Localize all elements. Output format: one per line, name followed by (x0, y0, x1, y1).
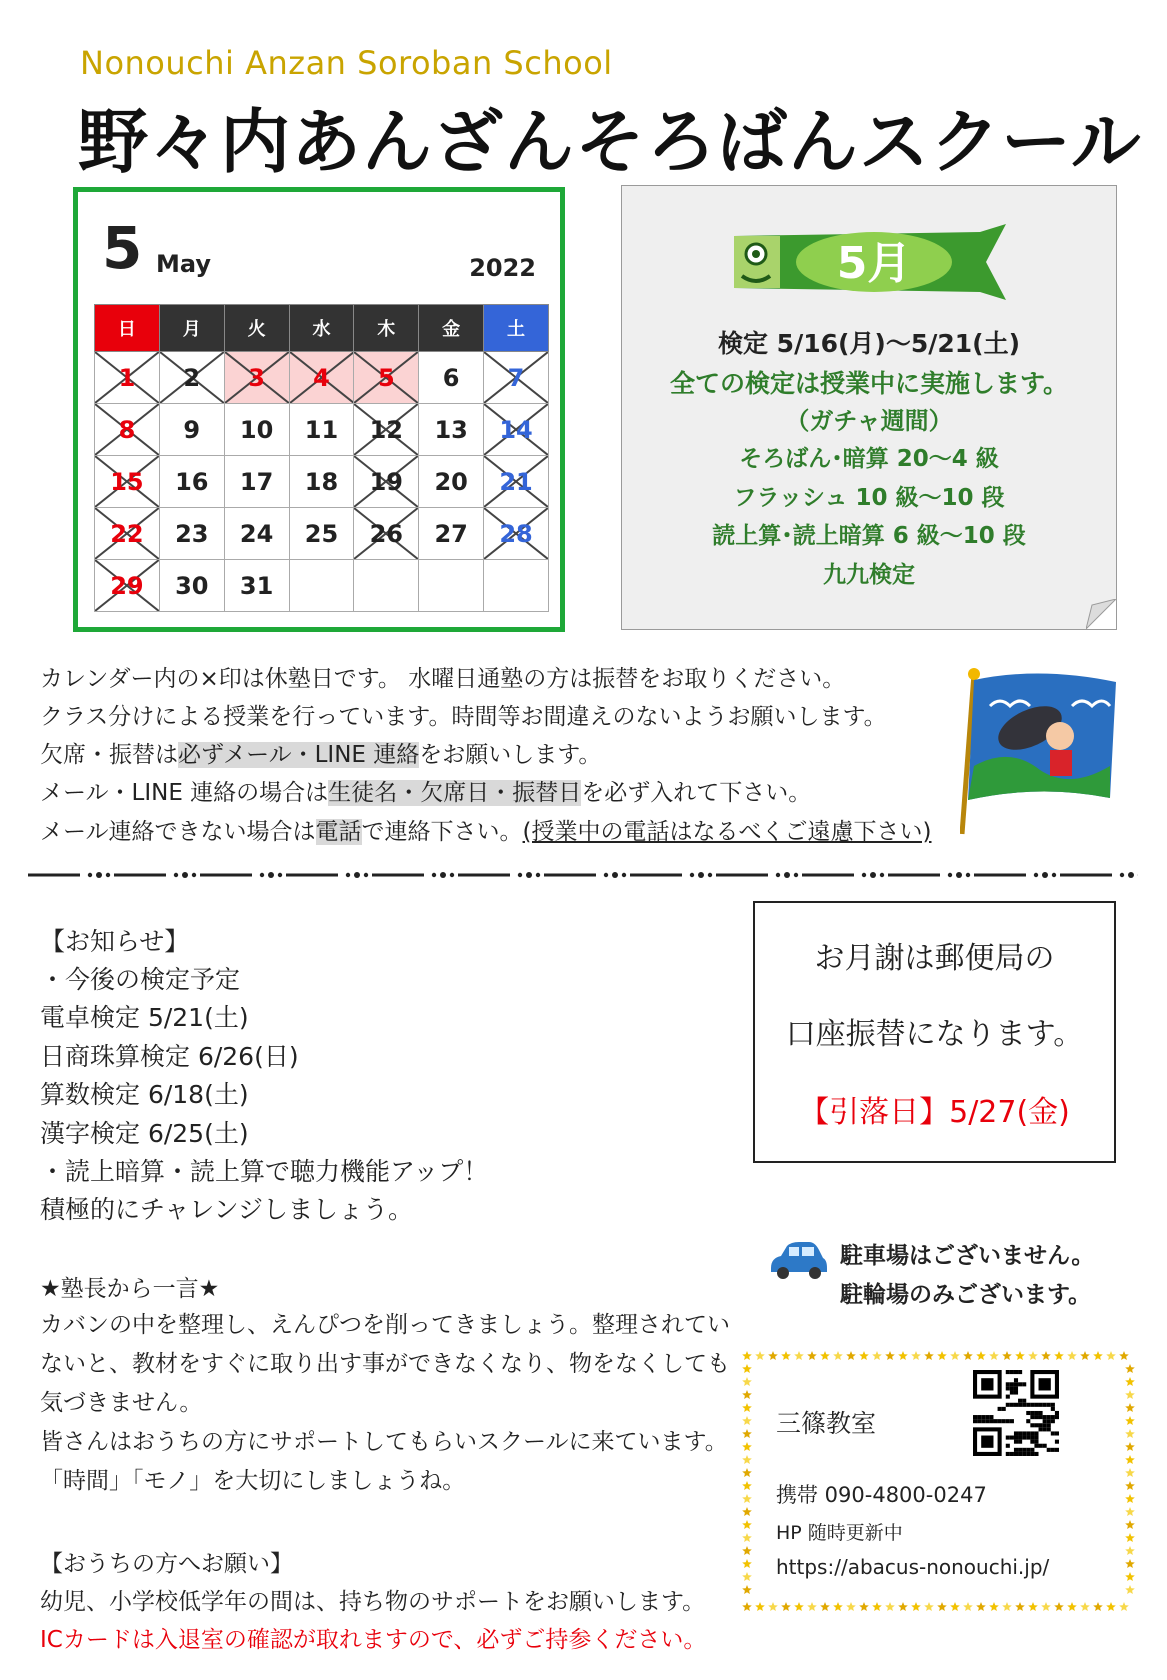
decorative-divider (28, 868, 1138, 882)
exam-schedule-item: 算数検定 6/18(土) (40, 1080, 249, 1109)
calendar-day-number: 30 (175, 571, 209, 600)
calendar-day-number: 18 (304, 467, 339, 496)
divider-dot (1120, 873, 1124, 877)
info-highlight: 電話 (315, 819, 362, 845)
calendar-day-number: 27 (434, 519, 468, 548)
info-highlight: 生徒名・欠席日・振替日 (328, 780, 582, 806)
calendar-day-number: 21 (499, 467, 533, 496)
parking-info: 駐車場はございません。 (840, 1243, 1095, 1269)
notices-line: 積極的にチャレンジしましょう。 (40, 1195, 414, 1224)
divider-dot (622, 873, 626, 877)
calendar-day-number: 15 (110, 467, 144, 496)
exam-schedule-item: 漢字検定 6/25(土) (40, 1119, 249, 1148)
divider-dot (364, 873, 368, 877)
divider-dot (182, 872, 188, 878)
divider-dot (268, 872, 274, 878)
calendar-day-number: 12 (369, 415, 403, 444)
divider-dot (880, 873, 884, 877)
ic-card-notice: ICカードは入退室の確認が取れますので、必ずご持参ください。 (40, 1627, 707, 1653)
calendar-day-number: 1 (118, 363, 136, 392)
calendar-day-cell (484, 456, 549, 508)
weekday-tue: 火 (224, 305, 289, 352)
calendar-day-cell (484, 404, 549, 456)
exam-schedule-item: 電卓検定 5/21(土) (40, 1003, 249, 1032)
divider-dot (1034, 873, 1038, 877)
exam-note (621, 185, 1117, 630)
calendar-day-cell (224, 456, 289, 508)
calendar-day-cell (354, 456, 419, 508)
divider-dot (346, 873, 350, 877)
divider-dot (870, 872, 876, 878)
calendar-day-number: 11 (304, 415, 339, 444)
calendar-week-row (95, 456, 549, 508)
calendar-day-cell (159, 404, 224, 456)
calendar-year: 2022 (469, 254, 536, 282)
exam-note-line: （ガチャ週間） (785, 407, 953, 435)
koinobori-banner-icon (730, 222, 1006, 302)
calendar-day-number: 28 (499, 519, 533, 548)
divider-dot (440, 872, 446, 878)
calendar-day-cell (159, 508, 224, 560)
calendar-day-number: 29 (110, 571, 144, 600)
calendar-day-cell (159, 560, 224, 612)
divider-dot (776, 873, 780, 877)
calendar-day-number: 25 (304, 519, 339, 548)
divider-dot (956, 872, 962, 878)
divider-dot (612, 872, 618, 878)
info-underlined: (授業中の電話はなるべくご遠慮下さい) (522, 819, 932, 845)
calendar-day-number: 2 (183, 363, 201, 392)
calendar-week-row (95, 352, 549, 404)
calendar-day-number: 6 (442, 363, 460, 392)
banner-month-label: 5月 (836, 238, 912, 289)
calendar-day-cell (419, 508, 484, 560)
calendar-day-number: 31 (239, 571, 274, 600)
divider-dot (278, 873, 282, 877)
divider-dot (88, 873, 92, 877)
info-line (40, 736, 601, 769)
divider-dot (604, 873, 608, 877)
calendar (73, 187, 565, 632)
divider-dot (526, 872, 532, 878)
divider-dot (966, 873, 970, 877)
parents-heading: 【おうちの方へお願い】 (40, 1551, 293, 1577)
school-english-name: Nonouchi Anzan Soroban School (80, 44, 613, 82)
divider-dot (1052, 873, 1056, 877)
qr-code-icon[interactable] (973, 1370, 1059, 1456)
calendar-day-cell (484, 560, 549, 612)
calendar-day-number: 20 (434, 467, 468, 496)
calendar-day-number: 7 (507, 363, 525, 392)
calendar-day-cell (354, 404, 419, 456)
calendar-grid (94, 304, 549, 612)
payment-box (753, 901, 1116, 1163)
exam-period: 検定 5/16(月)～5/21(土) (717, 329, 1021, 358)
principal-message: 皆さんはおうちの方にサポートしてもらいスクールに来ています。「時間」「モノ」を大切にしましょうね。 (40, 1429, 728, 1494)
divider-dot (174, 873, 178, 877)
divider-dot (96, 872, 102, 878)
calendar-day-number: 22 (110, 519, 144, 548)
divider-dot (192, 873, 196, 877)
car-icon (767, 1240, 827, 1280)
calendar-day-cell (95, 404, 160, 456)
info-line: カレンダー内の×印は休塾日です。 水曜日通塾の方は振替をお取りください。 (40, 666, 846, 692)
exam-note-line: 九九検定 (823, 562, 915, 588)
divider-dot (536, 873, 540, 877)
weekday-thu: 木 (354, 305, 419, 352)
bicycle-parking-info: 駐輪場のみございます。 (840, 1282, 1092, 1308)
calendar-day-cell (289, 404, 354, 456)
calendar-day-number: 9 (183, 415, 201, 444)
weekday-mon: 月 (159, 305, 224, 352)
calendar-day-cell (95, 560, 160, 612)
info-text: メール連絡できない場合は (40, 819, 316, 845)
divider-dot (260, 873, 264, 877)
calendar-day-cell (419, 352, 484, 404)
calendar-day-cell (159, 352, 224, 404)
calendar-week-row (95, 404, 549, 456)
calendar-day-cell (354, 352, 419, 404)
divider-dot (1128, 872, 1134, 878)
calendar-day-cell (419, 404, 484, 456)
exam-note-line: 読上算･読上暗算 6 級～10 段 (712, 523, 1026, 549)
calendar-day-number: 3 (248, 363, 265, 392)
payment-line: お月謝は郵便局の (814, 941, 1055, 976)
calendar-month-name: May (156, 250, 211, 278)
calendar-day-number: 14 (499, 415, 533, 444)
calendar-day-cell (289, 560, 354, 612)
calendar-day-cell (419, 560, 484, 612)
exam-schedule-item: 日商珠算検定 6/26(日) (40, 1042, 299, 1071)
divider-dot (708, 873, 712, 877)
calendar-day-number: 4 (313, 363, 330, 392)
principal-message: カバンの中を整理し、えんぴつを削ってきましょう。整理されていないと、教材をすぐに取り出す事ができなくなり、物をなくしても気づきません。 (40, 1312, 730, 1416)
school-title: 野々内あんざんそろばんスクール (78, 101, 1142, 183)
notices-heading: 【お知らせ】 (40, 927, 190, 956)
contact-box (741, 1350, 1136, 1613)
calendar-day-cell (159, 456, 224, 508)
calendar-day-cell (224, 352, 289, 404)
divider-dot (1042, 872, 1048, 878)
principal-heading: ★塾長から一言★ (40, 1276, 220, 1302)
calendar-month-number: 5 (102, 214, 143, 282)
calendar-day-cell (484, 352, 549, 404)
phone-number[interactable]: 携帯 090-4800-0247 (776, 1483, 987, 1507)
divider-dot (794, 873, 798, 877)
calendar-day-number: 5 (377, 363, 395, 392)
info-highlight: 必ずメール・LINE 連絡 (178, 742, 420, 768)
calendar-day-number: 10 (239, 415, 274, 444)
info-line: クラス分けによる授業を行っています。時間等お間違えのないようお願いします。 (40, 704, 887, 730)
calendar-day-number: 23 (175, 519, 209, 548)
calendar-day-number: 19 (369, 467, 403, 496)
weekday-sat: 土 (484, 305, 549, 352)
divider-dot (784, 872, 790, 878)
divider-dot (862, 873, 866, 877)
calendar-day-cell (224, 508, 289, 560)
calendar-day-number: 17 (239, 467, 274, 496)
calendar-day-cell (289, 352, 354, 404)
page-curl-icon (1086, 599, 1116, 629)
calendar-day-number: 26 (369, 519, 403, 548)
payment-line: 口座振替になります。 (785, 1017, 1084, 1052)
notices-line: ・今後の検定予定 (40, 965, 241, 994)
exam-note-line: フラッシュ 10 級～10 段 (733, 485, 1005, 511)
exam-note-line: そろばん･暗算 20～4 級 (739, 446, 999, 472)
divider-dot (354, 872, 360, 878)
parents-request: 幼児、小学校低学年の間は、持ち物のサポートをお願いします。 (40, 1589, 706, 1615)
homepage-url-link[interactable]: https://abacus-nonouchi.jp/ (776, 1555, 1050, 1579)
calendar-day-cell (354, 508, 419, 560)
kintaro-flag-icon (960, 666, 1120, 836)
calendar-day-number: 13 (434, 415, 468, 444)
calendar-day-cell (224, 404, 289, 456)
homepage-label: HP 随時更新中 (776, 1522, 903, 1544)
calendar-day-cell (419, 456, 484, 508)
weekday-sun: 日 (95, 305, 160, 352)
calendar-day-cell (95, 456, 160, 508)
calendar-day-cell (484, 508, 549, 560)
withdrawal-date: 【引落日】5/27(金) (799, 1095, 1070, 1130)
divider-dot (948, 873, 952, 877)
info-line (40, 774, 811, 807)
divider-dot (106, 873, 110, 877)
info-text: 欠席・振替は (40, 742, 178, 768)
calendar-day-cell (354, 560, 419, 612)
calendar-day-number: 16 (175, 467, 209, 496)
info-text: で連絡下さい。 (361, 819, 523, 845)
calendar-day-cell (289, 508, 354, 560)
info-text: を必ず入れて下さい。 (581, 780, 812, 806)
info-text: メール・LINE 連絡の場合は (40, 780, 329, 806)
divider-dot (450, 873, 454, 877)
info-line (40, 813, 932, 846)
calendar-day-cell (289, 456, 354, 508)
notices-line: ・読上暗算・読上算で聴力機能アップ！ (40, 1157, 489, 1186)
calendar-day-cell (224, 560, 289, 612)
calendar-week-row (95, 508, 549, 560)
weekday-wed: 水 (289, 305, 354, 352)
divider-dot (518, 873, 522, 877)
calendar-day-number: 8 (118, 415, 136, 444)
divider-dot (698, 872, 704, 878)
exam-note-line: 全ての検定は授業中に実施します。 (669, 369, 1068, 398)
calendar-week-row (95, 560, 549, 612)
calendar-day-number: 24 (239, 519, 274, 548)
divider-dot (690, 873, 694, 877)
classroom-name: 三篠教室 (776, 1409, 877, 1438)
divider-dot (432, 873, 436, 877)
calendar-day-cell (95, 352, 160, 404)
calendar-day-cell (95, 508, 160, 560)
weekday-fri: 金 (419, 305, 484, 352)
info-text: をお願いします。 (419, 742, 602, 768)
